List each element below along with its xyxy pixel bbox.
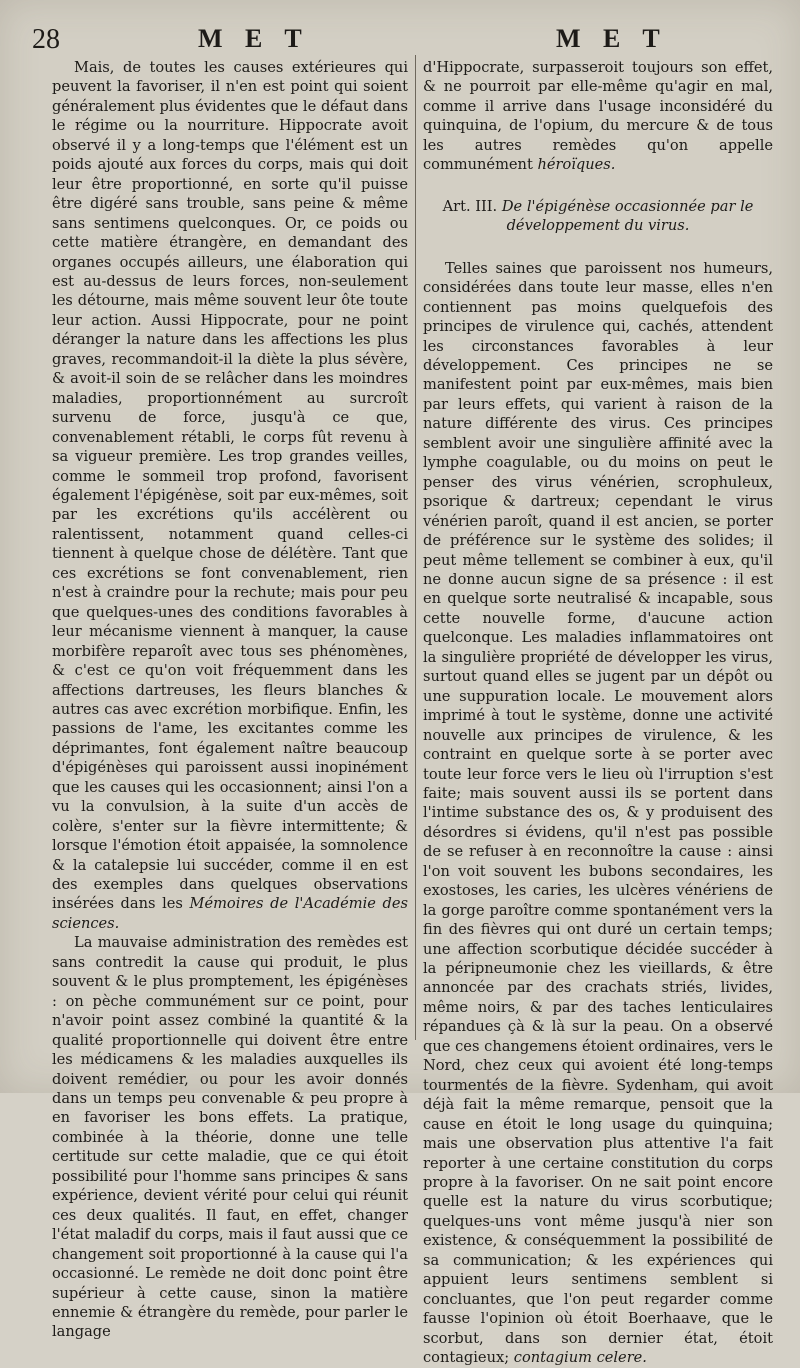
page-number: 28 (32, 24, 60, 55)
right-paragraph (423, 259, 773, 1368)
article-number: Art. III. (442, 197, 498, 215)
article-heading (423, 197, 773, 235)
left-column (52, 58, 408, 1341)
running-head-right: M E T (556, 24, 668, 53)
running-head-left: M E T (198, 24, 310, 53)
right-paragraph-text: Telles saines que paroissent nos humeurs, considérées dans toute leur masse, elles n'en contiennent pas moins quelquefois des principes de virulence qui, cachés, attendent les circonstances favorables à leur développement. Ces principes ne se manifestent point par eux-mêmes, mais bien par leurs effets, qui varient à raison de la nature différente des virus. Ces principes semblent avoir une singulière affinité avec la lymphe coagulable, ou du moins on peut le penser des virus vénérien, scrophuleux, psorique & dartreux; cependant le virus vénérien paroît, quand il est ancien, se porter de préférence sur le système des solides; il peut même tellement se combiner à eux, qu'il ne donne aucun signe de sa présence : il est en quelque sorte neutralisé & incapable, sous cette nouvelle forme, d'aucune action quelconque. Les maladies inflammatoires ont la singulière propriété de développer les virus, surtout quand elles se jugent par un dépôt ou une suppuration locale. Le mouvement alors imprimé à tout le système, donne une activité nouvelle aux principes de virulence, & les contraint en quelque sorte à se porter avec toute leur force vers le lieu où l'irruption s'est faite; mais souvent aussi ils se portent dans l'intime substance des os, & y produisent des désordres si évidens, qu'il n'est pas possible de se refuser à en reconnoître la cause : ainsi l'on voit souvent les bubons secondaires, les exostoses, les caries, les ulcères vénériens de la gorge paroître comme spontanément vers la fin des fièvres qui ont duré un certain temps; une affection scorbutique décidée succéder à la péripneumonie chez les vieillards, & être annoncée par des crachats striés, livides, même noirs, & par des taches lenticulaires répandues çà & là sur la peau. On a observé que ces changemens étoient ordinaires, vers le Nord, chez ceux qui avoient été long-temps tourmentés de la fièvre. Sydenham, qui avoit déjà fait la même remarque, pensoit que la cause en étoit le long usage du quinquina; mais une observation plus attentive l'a fait reporter à une certaine constitution du corps propre à la favoriser. On ne sait point encore quelle est la nature du virus scorbutique; quelques-uns vont même jusqu'à nier son existence, & conséquemment la possibilité de sa communication; & les expériences qui appuient leurs sentimens semblent si concluantes, que l'on peut regarder comme fausse l'opinion où étoit Boerhaave, que le scorbut, dans son dernier état, étoit contagieux; (423, 259, 773, 1367)
column-divider (415, 55, 416, 1040)
left-paragraph (52, 58, 408, 933)
right-column (423, 58, 773, 1367)
left-paragraph-text: Mais, de toutes les causes extérieures qui peuvent la favoriser, il n'en est point qui soient généralement plus évidentes que le défaut dans le régime ou la nourriture. Hippocrate avoit observé il y a long-temps que l'élément est un poids ajouté aux forces du corps, mais qui doit leur être proportionné, en sorte qu'il puisse être digéré sans trouble, sans peine & même sans sentimens quelconques. Or, ce poids ou cette matière étrangère, en demandant des organes occupés ailleurs, une élaboration qui est au-dessus de leurs forces, non-seulement les détourne, mais même souvent leur ôte toute leur action. Aussi Hippocrate, pour ne point déranger la nature dans les affections les plus graves, recommandoit-il la diète la plus sévère, & avoit-il soin de se relâcher dans les moindres maladies, proportionnément au surcroît survenu de force, jusqu'à ce que, convenablement rétabli, le corps fût revenu à sa vigueur première. Les trop grandes veilles, comme le sommeil trop profond, favorisent également l'épigénèse, soit par eux-mêmes, soit par les excrétions qu'ils accélèrent ou ralentissent, notamment quand celles-ci tiennent à quelque chose de délétère. Tant que ces excrétions se font convenablement, rien n'est à craindre pour la rechute; mais pour peu que quelques-unes des conditions favorables à leur mécanisme viennent à manquer, la cause morbifère reparoît avec tous ses phénomènes, & c'est ce qu'on voit fréquemment dans les affections dartreuses, les fleurs blanches & autres cas avec excrétion morbifique. Enfin, les passions de l'ame, les excitantes comme les déprimantes, font également naître beaucoup d'épigénèses qui paroissent aussi inopinément que les causes qui les occasionnent; ainsi l'on a vu la convulsion, à la suite d'un accès de colère, s'enter sur la fièvre intermittente; & lorsque l'émotion étoit appaisée, la somnolence & la catalepsie lui succéder, comme il en est des exemples dans quelques observations insérées dans les (52, 59, 408, 913)
right-paragraph-italic: contagium celere. (513, 1349, 647, 1367)
article-title: De l'épigénèse occasionnée par le développement du virus. (501, 197, 754, 234)
right-continuation-italic: héroïques. (537, 156, 616, 174)
left-paragraph-italic-reference: Mémoires de l'Académie des sciences. (52, 895, 408, 932)
right-continuation-paragraph (423, 58, 773, 175)
page-header (0, 18, 800, 58)
right-continuation-text: d'Hippocrate, surpasseroit toujours son effet, & ne pourroit par elle-même qu'agir en mal, comme il arrive dans l'usage inconsidéré du quinquina, de l'opium, du mercure & de tous les autres remèdes qu'on appelle communément (423, 59, 773, 174)
left-paragraph-2: La mauvaise administration des remèdes est sans contredit la cause qui produit, le plus souvent & le plus promptement, les épigénèses : on pèche communément sur ce point, pour n'avoir point assez combiné la quantité & la qualité proportionnelle qui doivent être entre les médicamens & les maladies auxquelles ils doivent remédier, ou pour les avoir donnés dans un temps peu convenable & peu propre à en favoriser les bons effets. La pratique, combinée à la théorie, donne une telle certitude sur cette maladie, que ce qui étoit possibilité pour l'homme sans principes & sans expérience, devient vérité pour celui qui réunit ces deux qualités. Il faut, en effet, changer l'état maladif du corps, mais il faut aussi que ce changement soit proportionné à la cause qui l'a occasionné. Le remède ne doit donc point être supérieur à cette cause, sinon la matière ennemie & étrangère du remède, pour parler le langage (52, 934, 408, 1341)
